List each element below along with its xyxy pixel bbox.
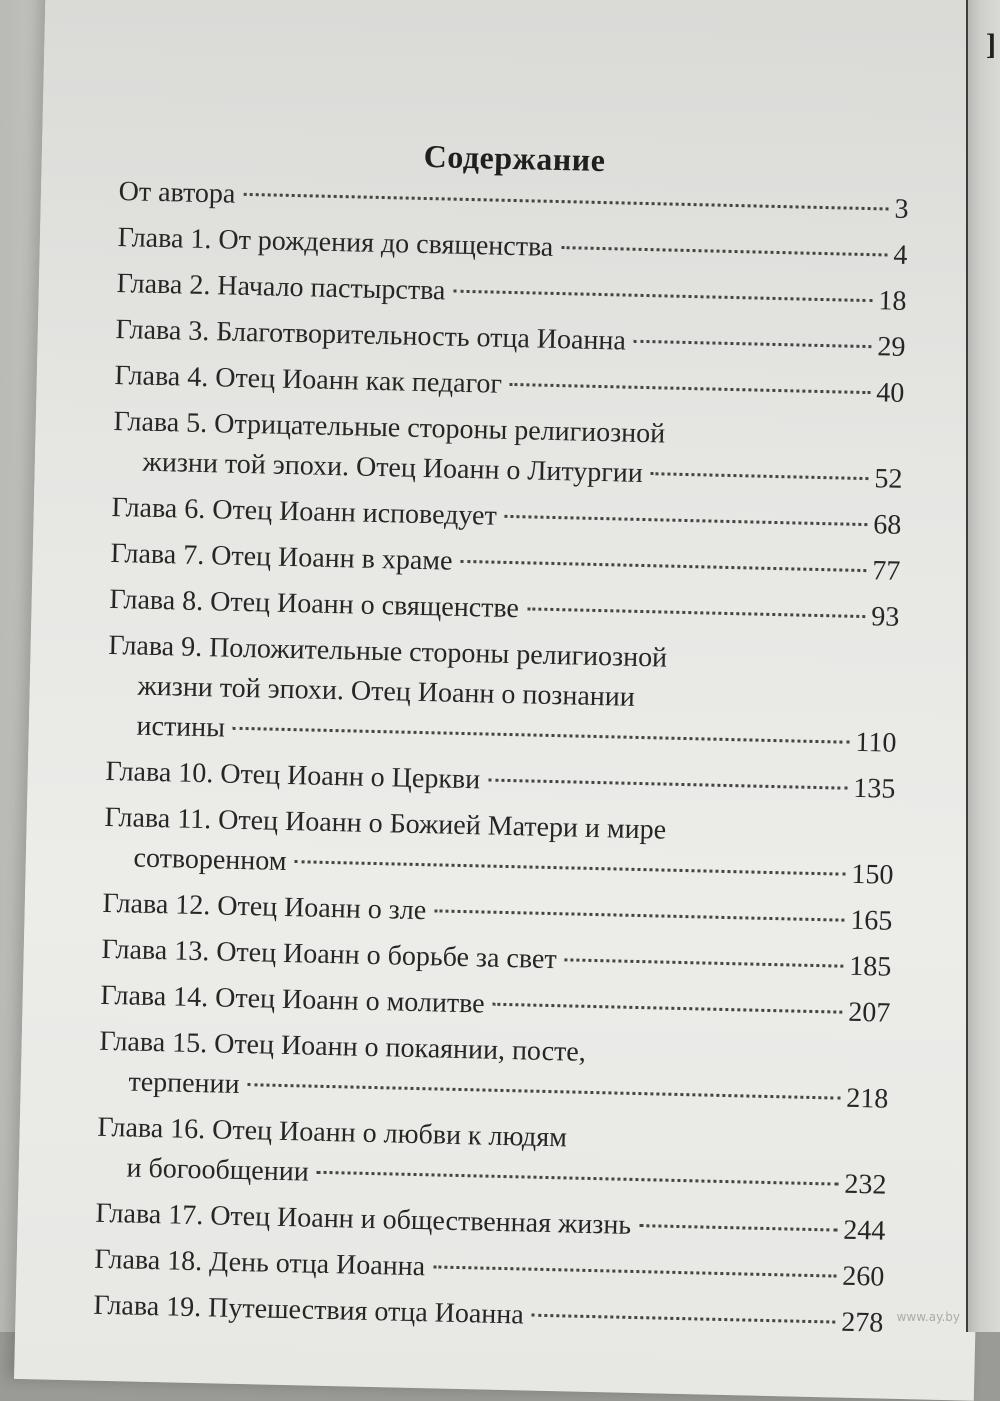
toc-entry-text: сотворенном <box>133 842 287 877</box>
toc-page-number: 77 <box>871 555 901 587</box>
toc-entry-text: истины <box>136 710 226 744</box>
dot-leader <box>247 1083 840 1099</box>
toc-page-number: 207 <box>847 996 891 1029</box>
toc-entry <box>106 626 899 764</box>
toc-page-number: 278 <box>840 1306 884 1339</box>
dot-leader <box>460 560 866 572</box>
toc-entry-text: Глава 9. Положительные стороны религиозной <box>108 629 668 674</box>
toc-entry-text: Глава 5. Отрицательные стороны религиозной <box>113 405 666 450</box>
toc-page-number: 52 <box>874 463 903 495</box>
toc-entry <box>112 402 904 500</box>
toc-entry-text: Глава 10. Отец Иоанн о Церкви <box>105 755 481 796</box>
dot-leader <box>453 290 872 303</box>
toc-page-number: 150 <box>851 858 894 891</box>
dot-leader <box>634 340 872 348</box>
page-title: Содержание <box>423 137 606 179</box>
toc-entry-text: Глава 4. Отец Иоанн как педагог <box>114 359 503 400</box>
toc-entry-text: Глава 13. Отец Иоанн о борьбе за свет <box>101 933 557 976</box>
toc-entry <box>96 1108 888 1206</box>
toc-entry-text: Глава 2. Начало пастырства <box>116 268 446 307</box>
toc-entry-text: Глава 18. День отца Иоанна <box>94 1243 426 1283</box>
toc-entry-text: Глава 17. Отец Иоанн и общественная жизнь <box>95 1197 632 1241</box>
dot-leader <box>317 1171 839 1186</box>
watermark: www.ay.by <box>896 1310 960 1324</box>
toc-page-number: 232 <box>844 1168 887 1201</box>
next-page-mark: ] <box>986 28 996 61</box>
dot-leader <box>294 860 845 876</box>
dot-leader <box>651 472 869 480</box>
dot-leader <box>561 246 887 256</box>
toc-page-number: 185 <box>848 950 892 983</box>
toc-entry-text: Глава 12. Отец Иоанн о зле <box>102 887 427 927</box>
toc-page-number: 40 <box>876 377 905 409</box>
dot-leader <box>532 1314 836 1324</box>
toc-entry-text: Глава 8. Отец Иоанн о священстве <box>109 583 520 625</box>
toc-page-number: 29 <box>877 331 906 363</box>
toc-page-number: 260 <box>841 1260 885 1293</box>
toc-list <box>93 172 909 1344</box>
dot-leader <box>505 515 868 526</box>
toc-entry <box>103 798 895 896</box>
toc-page-number: 18 <box>878 285 907 317</box>
toc-entry-text: Глава 11. Отец Иоанн о Божией Матери и мире <box>104 801 667 846</box>
dot-leader <box>565 958 844 967</box>
toc-page-number: 135 <box>853 772 896 805</box>
dot-leader <box>527 607 865 618</box>
bleed-through-text <box>243 4 946 140</box>
toc-entry-text: жизни той эпохи. Отец Иоанн о познании <box>137 670 636 713</box>
toc-entry-text: От автора <box>118 176 236 210</box>
toc-entry-text: Глава 15. Отец Иоанн о покаянии, посте, <box>99 1025 587 1068</box>
toc-entry-text: и богообщении <box>126 1152 310 1188</box>
toc-entry-text: Глава 3. Благотворительность отца Иоанна <box>115 313 627 357</box>
toc-page-number: 110 <box>855 726 897 759</box>
dot-leader <box>493 1003 843 1014</box>
toc-entry-text: терпении <box>128 1066 240 1100</box>
dot-leader <box>433 1265 836 1277</box>
toc-entry-text: Глава 7. Отец Иоанн в храме <box>110 537 453 577</box>
toc-page-number: 68 <box>873 509 902 541</box>
toc-entry <box>98 1022 890 1120</box>
next-page-edge <box>966 0 1000 1332</box>
toc-entry-text: жизни той эпохи. Отец Иоанн о Литургии <box>142 446 644 489</box>
toc-entry-text: Глава 16. Отец Иоанн о любви к людям <box>97 1111 568 1154</box>
toc-page-number: 244 <box>842 1214 886 1247</box>
toc-page-number: 93 <box>870 601 900 633</box>
table-of-contents <box>93 131 910 1350</box>
toc-entry-text: Глава 6. Отец Иоанн исповедует <box>111 491 498 532</box>
toc-page-number: 3 <box>894 193 909 225</box>
dot-leader <box>243 193 888 211</box>
dot-leader <box>510 383 871 394</box>
dot-leader <box>639 1224 837 1231</box>
toc-page-number: 4 <box>893 239 908 271</box>
toc-page-number: 165 <box>850 904 893 937</box>
dot-leader <box>434 909 844 921</box>
toc-entry-text: Глава 19. Путешествия отца Иоанна <box>93 1289 525 1331</box>
dot-leader <box>233 727 850 744</box>
toc-entry-text: Глава 14. Отец Иоанн о молитве <box>100 979 486 1020</box>
dot-leader <box>488 779 847 790</box>
toc-page-number: 218 <box>845 1082 889 1115</box>
toc-entry-text: Глава 1. От рождения до священства <box>117 222 554 263</box>
